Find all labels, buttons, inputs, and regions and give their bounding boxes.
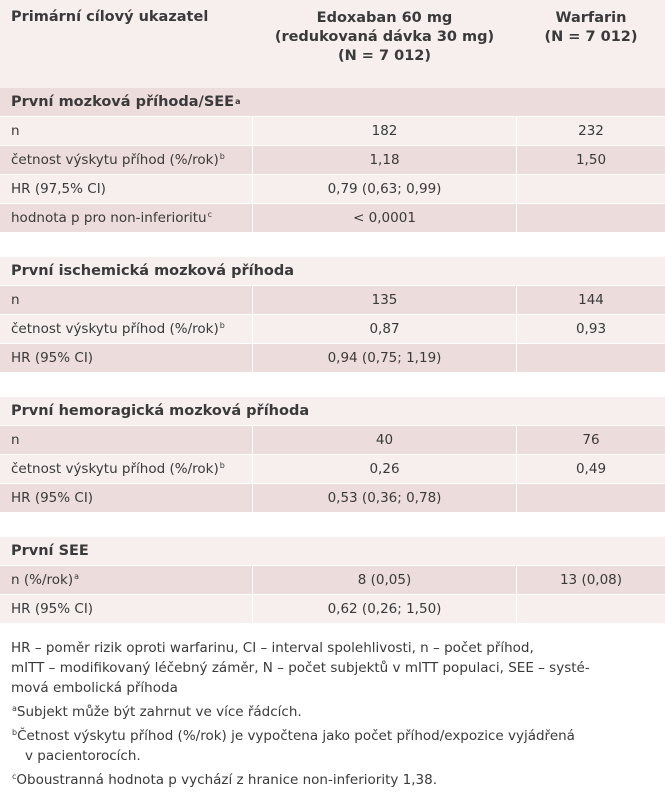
footnote-mark: a [74,571,79,581]
edoxaban-value: 0,62 (0,26; 1,50) [252,595,517,623]
table-row [0,286,665,315]
edoxaban-value: < 0,0001 [252,204,517,232]
header-edoxaban-line: Edoxaban 60 mg [316,10,453,26]
table-row [0,146,665,175]
warfarin-value: 232 [578,123,604,139]
row-label-text: HR (95% CI) [11,350,94,366]
warfarin-value: 0,49 [575,461,607,477]
table-row [0,315,665,344]
row-label-text: HR (95% CI) [11,490,94,506]
abbreviations-line: HR – poměr rizik oproti warfarinu, CI – interval spolehlivosti, n – počet příhod, [11,640,534,656]
row-label [0,181,252,197]
footnote-mark: c [12,771,17,781]
footnote-mark: b [219,460,225,470]
edoxaban-value: 0,53 (0,36; 0,78) [252,484,517,512]
abbreviations-line: mITT – modifikovaný léčebný záměr, N – počet subjektů v mITT populaci, SEE – systé- [11,660,590,676]
edoxaban-value: 135 [252,286,517,314]
header-edoxaban-line: (redukovaná dávka 30 mg) [274,29,495,45]
footnote-mark: c [207,209,213,219]
row-label-text: n (%/rok) [11,572,74,588]
row-label-text: HR (97,5% CI) [11,181,106,197]
row-label-text: četnost výskytu příhod (%/rok) [11,152,219,168]
section-title [0,537,665,566]
section-title [0,257,665,286]
table-row [0,566,665,595]
table-header [0,0,665,88]
warfarin-value: 144 [578,292,604,308]
header-warfarin-line: Warfarin [555,10,627,26]
footnote-line [11,772,437,788]
edoxaban-value: 8 (0,05) [252,566,517,594]
footnote-line: v pacientorocích. [25,748,141,764]
header-warfarin-line: (N = 7 012) [544,29,638,45]
section-title-text: První hemoragická mozková příhoda [11,403,310,419]
row-label [0,461,252,477]
warfarin-value: 1,50 [575,152,607,168]
section-title-text: První mozková příhoda/SEE [11,94,235,110]
section-title-text: První SEE [11,543,89,559]
warfarin-value [517,595,665,623]
table-row [0,426,665,455]
row-label [0,601,252,617]
row-label [0,210,252,226]
footnotes [0,624,665,790]
table-body [0,88,665,624]
row-label [0,292,252,308]
table-row [0,484,665,513]
header-warfarin [517,0,665,88]
edoxaban-value: 1,18 [252,146,517,174]
header-endpoint: Primární cílový ukazatel [11,9,209,25]
table-row [0,204,665,233]
row-label [0,490,252,506]
row-label [0,123,252,139]
footnote-mark: a [12,703,17,713]
warfarin-value [517,204,665,232]
footnote-text: Subjekt může být zahrnut ve více řádcích. [16,704,302,720]
footnote [11,726,654,766]
footnote-mark: b [219,151,225,161]
row-label [0,350,252,366]
row-label [0,321,252,337]
section-title-text: První ischemická mozková příhoda [11,263,295,279]
row-label-text: četnost výskytu příhod (%/rok) [11,321,219,337]
footnote-list [11,702,654,790]
section-spacer [0,373,665,397]
table-row [0,344,665,373]
edoxaban-value: 0,79 (0,63; 0,99) [252,175,517,203]
warfarin-value: 76 [582,432,600,448]
footnote-line [11,704,302,720]
warfarin-value: 13 (0,08) [559,572,623,588]
abbreviations-line: mová embolická příhoda [11,680,178,696]
header-edoxaban [252,0,517,88]
warfarin-value [517,175,665,203]
row-label [0,572,252,588]
edoxaban-value: 0,87 [252,315,517,343]
row-label [0,152,252,168]
footnote [11,702,654,722]
section-spacer [0,233,665,257]
abbreviations [11,638,654,698]
row-label [0,432,252,448]
table-row [0,175,665,204]
footnote-line [11,728,575,744]
edoxaban-value: 40 [252,426,517,454]
footnote-text: Oboustranná hodnota p vychází z hranice non-inferiority 1,38. [16,772,437,788]
warfarin-value [517,484,665,512]
edoxaban-value: 0,26 [252,455,517,483]
footnote-mark: b [12,727,18,737]
table-row [0,595,665,624]
warfarin-value: 0,93 [575,321,607,337]
row-label-text: hodnota p pro non-inferioritu [11,210,207,226]
row-label-text: n [11,123,20,139]
row-label-text: n [11,432,20,448]
edoxaban-value: 182 [252,117,517,145]
footnote [11,770,654,790]
section-spacer [0,513,665,537]
header-edoxaban-line: (N = 7 012) [337,48,432,64]
row-label-text: n [11,292,20,308]
edoxaban-value: 0,94 (0,75; 1,19) [252,344,517,372]
section-title [0,397,665,426]
warfarin-value [517,344,665,372]
table-row [0,455,665,484]
footnote-text: Četnost výskytu příhod (%/rok) je vypočtena jako počet příhod/expozice vyjádřená [17,728,575,744]
section-title: První mozková příhoda/SEE a [0,88,665,117]
row-label-text: četnost výskytu příhod (%/rok) [11,461,219,477]
row-label-text: HR (95% CI) [11,601,94,617]
footnote-mark: b [219,320,225,330]
table-row [0,117,665,146]
